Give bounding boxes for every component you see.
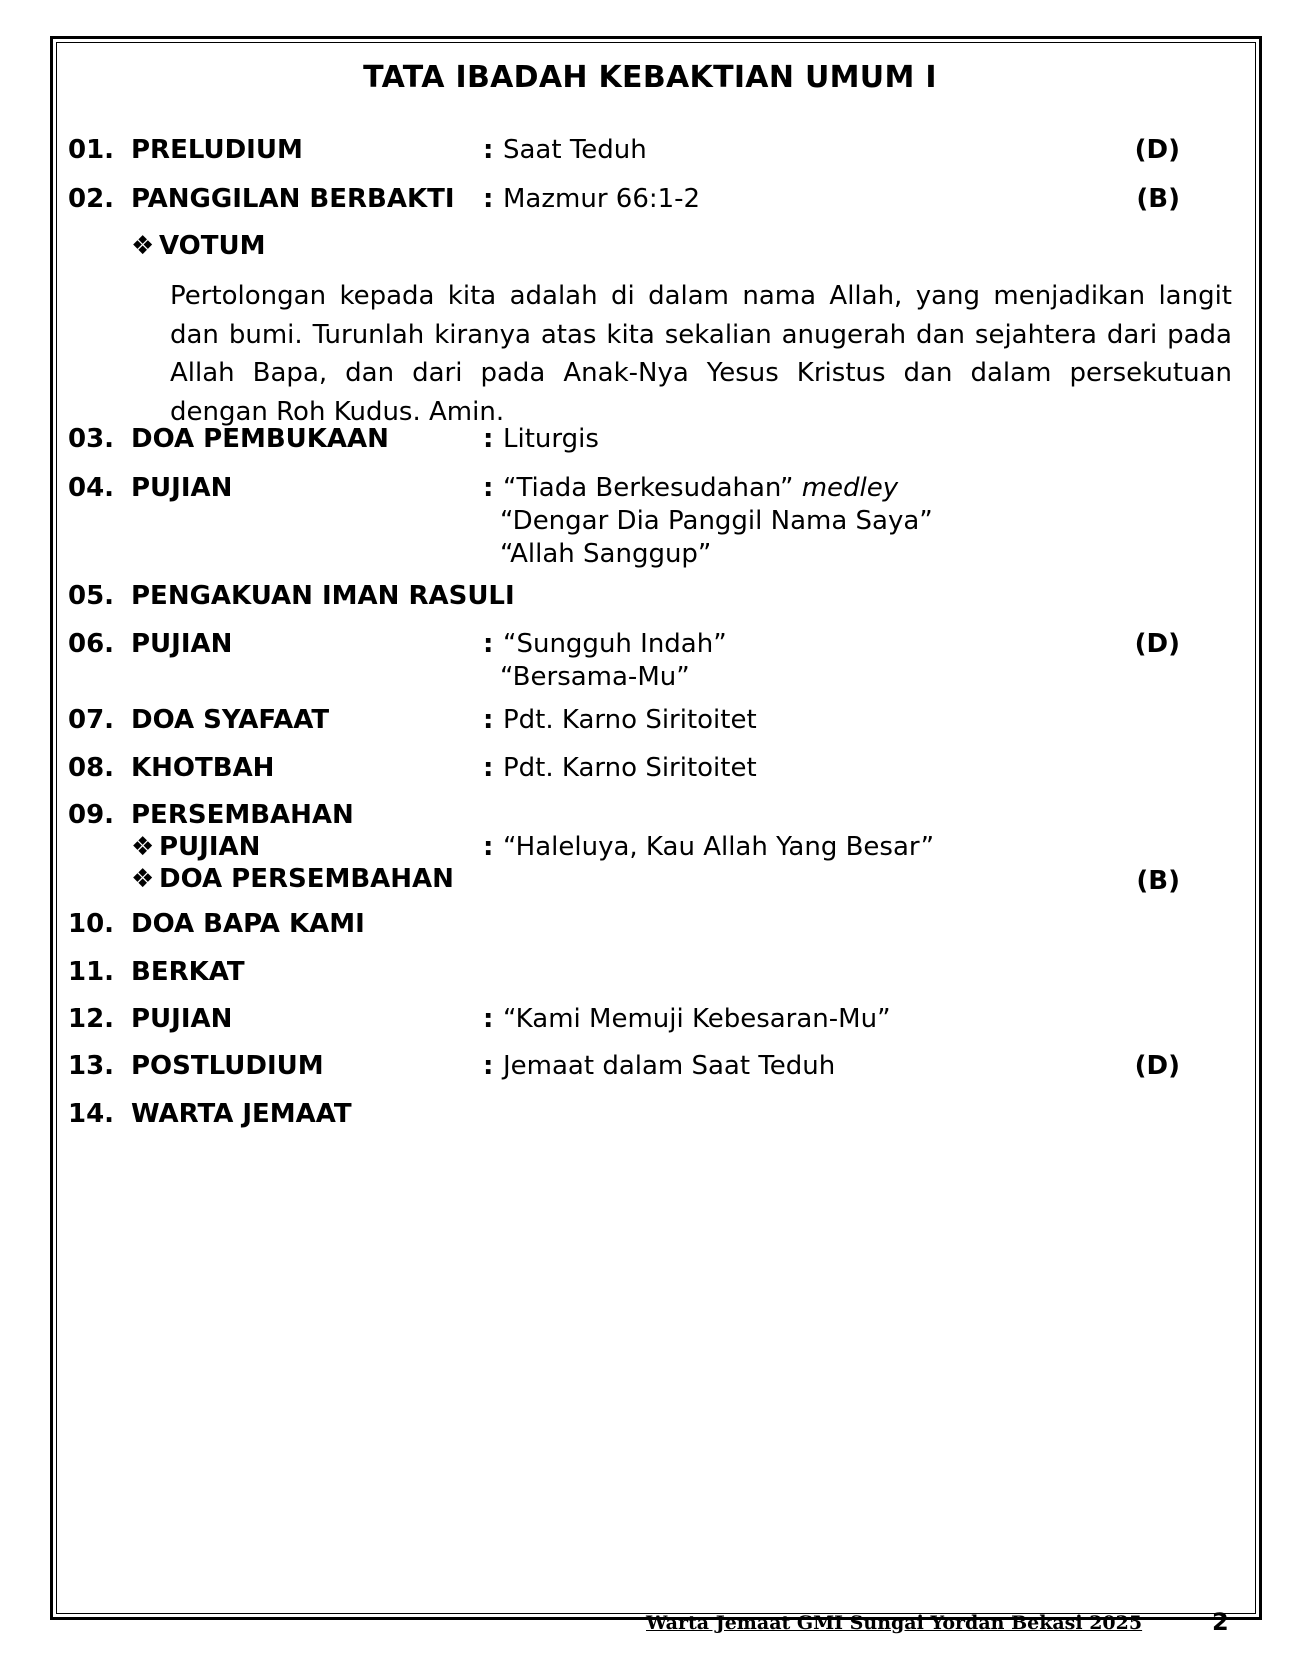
item-label: POSTLUDIUM [131,1051,324,1081]
diamond-bullet-icon: ❖ [131,231,155,261]
item-number: 01. [68,135,115,165]
item-value: Mazmur 66:1-2 [503,184,701,214]
item-code: (D) [1134,629,1180,659]
item-value: “Kami Memuji Kebesaran-Mu” [503,1004,891,1034]
item-value-line: “Dengar Dia Panggil Nama Saya” [500,506,933,536]
colon: : [483,135,494,165]
colon: : [483,753,494,783]
item-number: 10. [68,909,115,939]
item-number: 09. [68,800,115,830]
item-value: Jemaat dalam Saat Teduh [503,1051,836,1081]
item-value-note: medley [801,473,899,503]
item-label: PENGAKUAN IMAN RASULI [131,581,515,611]
item-number: 12. [68,1004,115,1034]
item-number: 03. [68,424,115,454]
colon: : [483,629,494,659]
item-label: PANGGILAN BERBAKTI [131,184,455,214]
item-number: 04. [68,473,115,503]
item-label: PERSEMBAHAN [131,800,354,830]
diamond-bullet-icon: ❖ [131,832,155,862]
item-label: DOA SYAFAAT [131,705,330,735]
item-value: “Tiada Berkesudahan” [503,473,794,503]
sub-item-value: “Haleluya, Kau Allah Yang Besar” [503,832,935,862]
item-label: WARTA JEMAAT [131,1099,352,1129]
item-label: BERKAT [131,957,245,987]
item-number: 05. [68,581,115,611]
colon: : [483,1051,494,1081]
item-value-line: “Allah Sanggup” [500,539,712,569]
item-value-line: “Bersama-Mu” [500,662,690,692]
sub-item-label: DOA PERSEMBAHAN [159,864,454,894]
diamond-bullet-icon: ❖ [131,864,155,894]
item-value: “Sungguh Indah” [503,629,727,659]
page-number: 2 [1212,1608,1229,1636]
item-label: DOA BAPA KAMI [131,909,365,939]
votum-heading: VOTUM [159,231,266,261]
item-number: 08. [68,753,115,783]
item-value: Pdt. Karno Siritoitet [503,753,757,783]
page-title: TATA IBADAH KEBAKTIAN UMUM I [363,60,937,95]
item-code: (D) [1134,135,1180,165]
item-label: PUJIAN [131,1004,233,1034]
colon: : [483,424,494,454]
item-number: 13. [68,1051,115,1081]
footer-title: Warta Jemaat GMI Sungai Yordan Bekasi 2025 [646,1612,1143,1634]
item-value: Liturgis [503,424,599,454]
item-value: Saat Teduh [503,135,647,165]
item-label: PUJIAN [131,629,233,659]
item-label: KHOTBAH [131,753,275,783]
item-label: PRELUDIUM [131,135,303,165]
colon: : [483,705,494,735]
item-number: 14. [68,1099,115,1129]
item-number: 11. [68,957,115,987]
item-code: (D) [1134,1051,1180,1081]
colon: : [483,184,494,214]
item-code: (B) [1136,184,1180,214]
item-value: Pdt. Karno Siritoitet [503,705,757,735]
sub-item-label: PUJIAN [159,832,261,862]
colon: : [483,832,494,862]
votum-text: Pertolongan kepada kita adalah di dalam nama Allah, yang menjadikan langit dan bumi. Turunlah kiranya atas kita sekalian anugerah dan sejahtera dari pada Allah Bapa, dan dari pada Anak-Nya Yesus Kristus dan dalam persekutuan dengan Roh Kudus. Amin. [170,281,1232,427]
item-number: 07. [68,705,115,735]
colon: : [483,1004,494,1034]
item-label: PUJIAN [131,473,233,503]
colon: : [483,473,494,503]
item-number: 02. [68,184,115,214]
item-label: DOA PEMBUKAAN [131,424,389,454]
item-number: 06. [68,629,115,659]
item-code: (B) [1136,866,1180,896]
